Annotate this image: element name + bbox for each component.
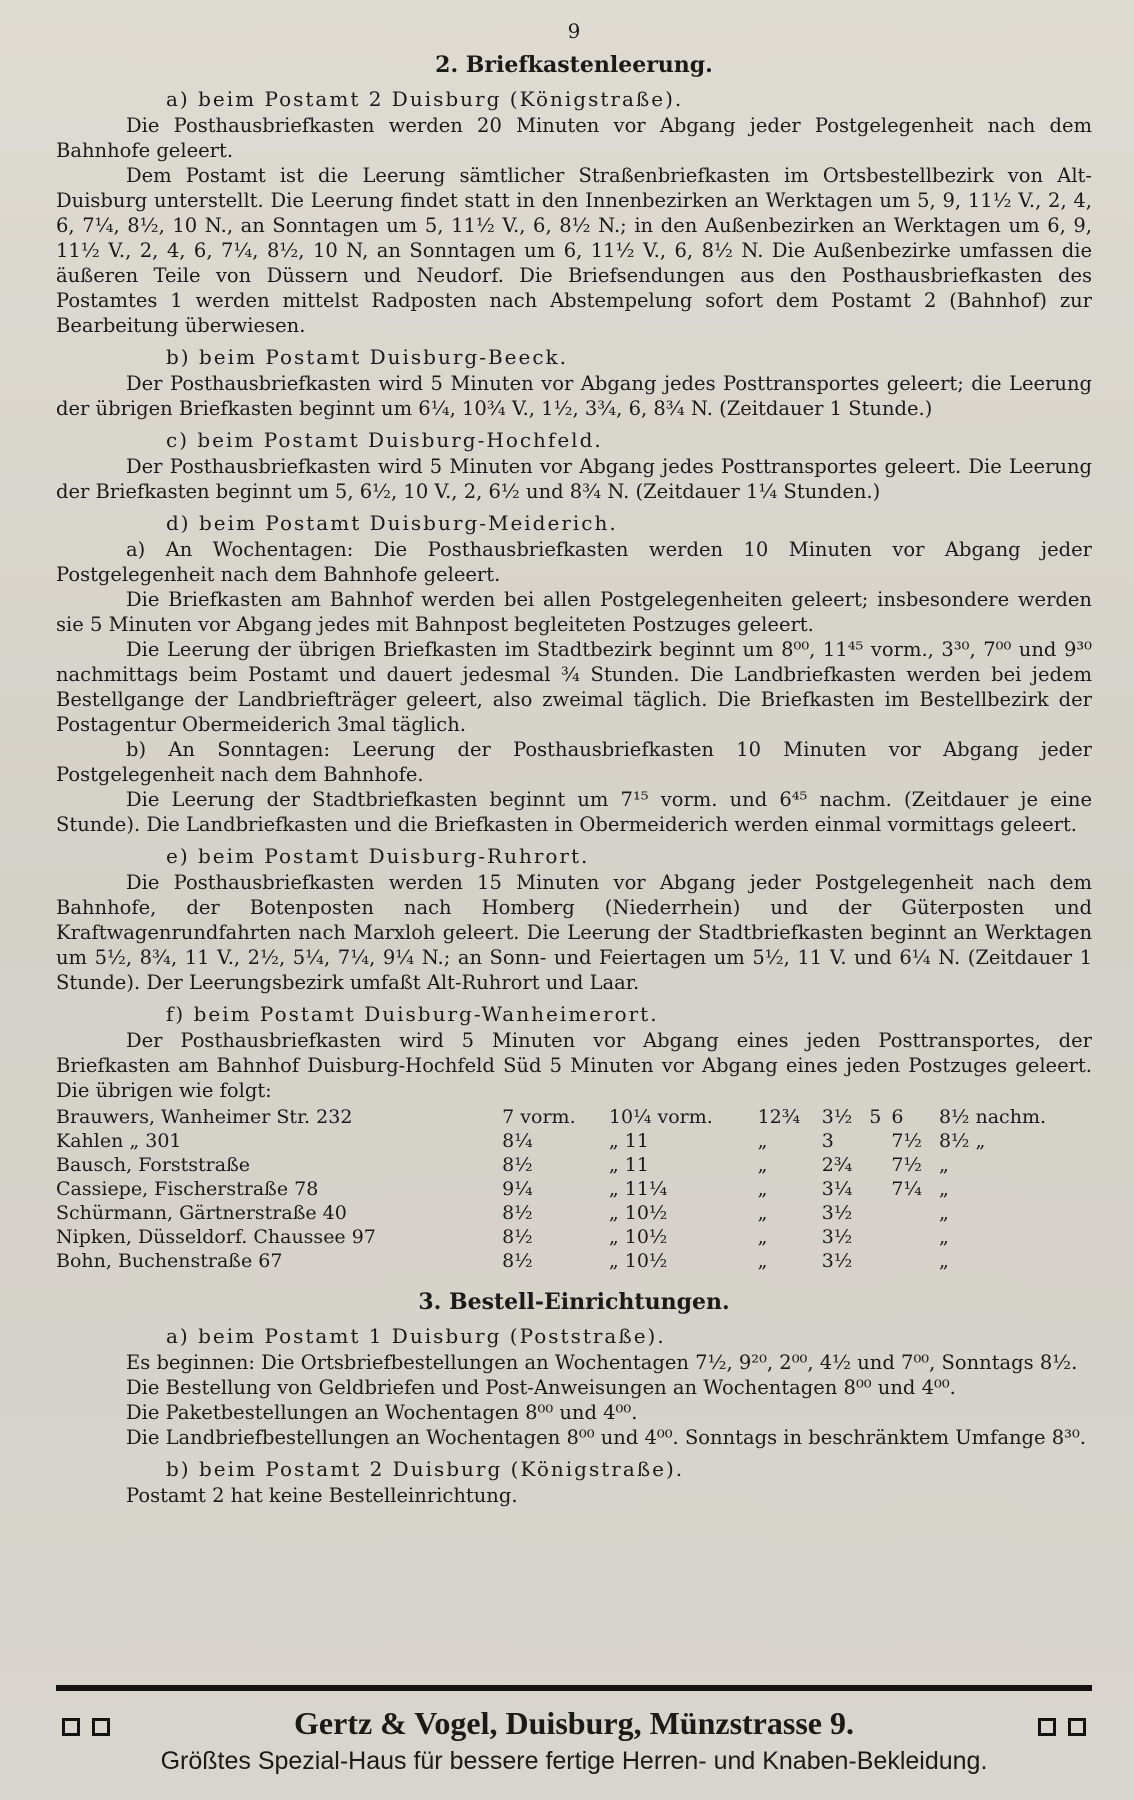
table-row bbox=[56, 1249, 1092, 1273]
schedule-cell: 8½ „ bbox=[938, 1130, 986, 1152]
schedule-cell: Kahlen „ 301 bbox=[56, 1130, 182, 1152]
schedule-cell bbox=[891, 1225, 939, 1249]
schedule-cell: „ bbox=[757, 1154, 768, 1176]
table-row bbox=[56, 1201, 1092, 1225]
divider bbox=[56, 1685, 1092, 1691]
schedule-cell: 7½ bbox=[891, 1154, 922, 1176]
schedule-cell bbox=[891, 1201, 939, 1225]
section-2e-paragraph-1: Die Posthausbriefkasten werden 15 Minuten vor Abgang jeder Postgelegenheit nach dem Bahnhofe, der Botenposten nach Homberg (Niederrhein) und der Güterposten und Kraftwagenrundfahrten nach Marxloh geleert. Die Leerung der Stadtbriefkasten beginnt an Werktagen um 5½, 8¾, 11 V., 2½, 5¼, 7¼, 9¼ N.; an Sonn- und Feiertagen um 5½, 11 V. und 6¼ N. (Zeitdauer 1 Stunde). Der Leerungsbezirk umfaßt Alt-Ruhrort und Laar. bbox=[56, 871, 1092, 994]
schedule-cell: „ bbox=[938, 1250, 949, 1272]
section-2f-title: f) beim Postamt Duisburg-Wanheimerort. bbox=[166, 1002, 659, 1026]
schedule-cell: „ 11 bbox=[608, 1130, 649, 1152]
section-3a-paragraph-4: Die Landbriefbestellungen an Wochentagen 8⁰⁰ und 4⁰⁰. Sonntags in beschränktem Umfange 8³⁰. bbox=[126, 1426, 1086, 1449]
schedule-cell bbox=[869, 1225, 891, 1249]
schedule-cell: 3½ bbox=[821, 1202, 853, 1224]
schedule-cell: 3¼ bbox=[821, 1178, 853, 1200]
schedule-cell: „ bbox=[757, 1202, 768, 1224]
square-ornament-icon bbox=[56, 1701, 116, 1745]
section-2d-paragraph-2: Die Briefkasten am Bahnhof werden bei allen Postgelegenheiten geleert; insbesondere werden sie 5 Minuten vor Abgang jedes mit Bahnpost begleiteten Postzuges geleert. bbox=[56, 588, 1092, 636]
schedule-cell bbox=[869, 1249, 891, 1273]
advertisement bbox=[56, 1685, 1092, 1777]
schedule-cell: „ bbox=[938, 1226, 949, 1248]
section-2b-paragraph-1: Der Posthausbriefkasten wird 5 Minuten vor Abgang jedes Posttransportes geleert; die Leerung der übrigen Briefkasten beginnt um 6¼, 10¾ V., 1½, 3¾, 6, 8¾ N. (Zeitdauer 1 Stunde.) bbox=[56, 372, 1092, 420]
schedule-cell: „ 11 bbox=[608, 1154, 649, 1176]
schedule-table bbox=[56, 1105, 1092, 1273]
schedule-cell: 2¾ bbox=[821, 1154, 853, 1176]
schedule-cell: Brauwers, Wanheimer Str. 232 bbox=[56, 1106, 353, 1128]
schedule-cell: „ bbox=[938, 1202, 949, 1224]
section-3a-title: a) beim Postamt 1 Duisburg (Poststraße). bbox=[166, 1324, 666, 1348]
section-2d-paragraph-4: b) An Sonntagen: Leerung der Posthausbriefkasten 10 Minuten vor Abgang jeder Postgelegenheit nach dem Bahnhofe. bbox=[56, 738, 1092, 786]
schedule-cell: 10¼ vorm. bbox=[608, 1106, 713, 1128]
schedule-cell: 7 vorm. bbox=[502, 1106, 576, 1128]
schedule-cell: Bohn, Buchenstraße 67 bbox=[56, 1250, 283, 1272]
schedule-cell: 3½ bbox=[821, 1250, 853, 1272]
section-3a-paragraph-3: Die Paketbestellungen an Wochentagen 8⁰⁰ und 4⁰⁰. bbox=[126, 1401, 638, 1424]
schedule-cell: Nipken, Düsseldorf. Chaussee 97 bbox=[56, 1226, 376, 1248]
schedule-cell: 7¼ bbox=[891, 1178, 922, 1200]
schedule-cell bbox=[869, 1129, 891, 1153]
section-2c-paragraph-1: Der Posthausbriefkasten wird 5 Minuten vor Abgang jedes Posttransportes geleert. Die Leerung der Briefkasten beginnt um 5, 6½, 10 V., 2, 6½ und 8¾ N. (Zeitdauer 1¼ Stunden.) bbox=[56, 455, 1092, 503]
table-row bbox=[56, 1153, 1092, 1177]
schedule-cell: 7½ bbox=[891, 1130, 922, 1152]
schedule-cell bbox=[869, 1153, 891, 1177]
table-row bbox=[56, 1105, 1092, 1129]
schedule-cell: „ bbox=[757, 1178, 768, 1200]
section-2a-paragraph-2: Dem Postamt ist die Leerung sämtlicher Straßenbriefkasten im Ortsbestellbezirk von Alt-Duisburg unterstellt. Die Leerung findet statt in den Innenbezirken an Werktagen um 5, 9, 11½ V., 2, 4, 6, 7¼, 8½, 10 N., an Sonntagen um 5, 11½ V., 6, 8½ N.; in den Außenbezirken an Werktagen um 6, 9, 11½ V., 2, 4, 6, 7¼, 8½, 10 N, an Sonntagen um 6, 11½ V., 6, 8½ N. Die Außenbezirke umfassen die äußeren Teile von Düssern und Neudorf. Die Briefsendungen aus den Posthausbriefkasten des Postamtes 1 werden mittelst Radposten nach Abstempelung sofort dem Postamt 2 (Bahnhof) zur Bearbeitung überwiesen. bbox=[56, 164, 1092, 337]
schedule-cell: 8½ bbox=[502, 1250, 533, 1272]
section-3a-paragraph-2: Die Bestellung von Geldbriefen und Post-Anweisungen an Wochentagen 8⁰⁰ und 4⁰⁰. bbox=[126, 1376, 956, 1399]
schedule-cell: „ 10½ bbox=[608, 1202, 668, 1224]
section-2d-paragraph-3: Die Leerung der übrigen Briefkasten im Stadtbezirk beginnt um 8⁰⁰, 11⁴⁵ vorm., 3³⁰, 7⁰⁰ und 9³⁰ nachmittags beim Postamt und dauert jedesmal ¾ Stunden. Die Landbriefkasten werden bei jedem Bestellgange der Landbriefträger geleert, also zweimal täglich. Die Briefkasten im Bestellbezirk der Postagentur Obermeiderich 3mal täglich. bbox=[56, 638, 1092, 736]
schedule-cell bbox=[891, 1249, 939, 1273]
section-3-title: 3. Bestell-Einrichtungen. bbox=[418, 1289, 730, 1315]
schedule-cell: 8½ nachm. bbox=[938, 1106, 1046, 1128]
schedule-cell: „ bbox=[938, 1154, 949, 1176]
schedule-cell: „ bbox=[938, 1178, 949, 1200]
schedule-cell: Cassiepe, Fischerstraße 78 bbox=[56, 1178, 319, 1200]
schedule-cell: 8½ bbox=[502, 1202, 533, 1224]
section-3b-title: b) beim Postamt 2 Duisburg (Königstraße). bbox=[166, 1457, 685, 1481]
schedule-cell: 8½ bbox=[502, 1154, 533, 1176]
section-3a-paragraph-1: Es beginnen: Die Ortsbriefbestellungen an Wochentagen 7½, 9²⁰, 2⁰⁰, 4½ und 7⁰⁰, Sonntags 8½. bbox=[126, 1351, 1078, 1374]
schedule-cell: „ 10½ bbox=[608, 1226, 668, 1248]
section-2e-title: e) beim Postamt Duisburg-Ruhrort. bbox=[166, 844, 590, 868]
schedule-cell bbox=[869, 1201, 891, 1225]
schedule-cell: 6 bbox=[891, 1106, 904, 1128]
schedule-cell: 12¾ bbox=[757, 1106, 801, 1128]
section-2a-title: a) beim Postamt 2 Duisburg (Königstraße). bbox=[166, 87, 684, 111]
table-row bbox=[56, 1225, 1092, 1249]
section-3b-paragraph-1: Postamt 2 hat keine Bestelleinrichtung. bbox=[126, 1484, 518, 1507]
schedule-cell: 8¼ bbox=[502, 1130, 533, 1152]
section-2a-paragraph-1: Die Posthausbriefkasten werden 20 Minuten vor Abgang jeder Postgelegenheit nach dem Bahnhofe geleert. bbox=[56, 114, 1092, 162]
schedule-cell: „ bbox=[757, 1250, 768, 1272]
schedule-cell: 8½ bbox=[502, 1226, 533, 1248]
schedule-cell: 5 bbox=[869, 1106, 882, 1128]
page-number: 9 bbox=[567, 19, 581, 43]
section-2-title: 2. Briefkastenleerung. bbox=[435, 52, 713, 78]
square-ornament-icon bbox=[1032, 1701, 1092, 1745]
schedule-cell: 9¼ bbox=[502, 1178, 533, 1200]
section-2c-title: c) beim Postamt Duisburg-Hochfeld. bbox=[166, 428, 603, 452]
section-2d-paragraph-1: a) An Wochentagen: Die Posthausbriefkasten werden 10 Minuten vor Abgang jeder Postgelegenheit nach dem Bahnhofe geleert. bbox=[56, 538, 1092, 586]
schedule-cell: „ bbox=[757, 1226, 768, 1248]
section-2d-paragraph-5: Die Leerung der Stadtbriefkasten beginnt um 7¹⁵ vorm. und 6⁴⁵ nachm. (Zeitdauer je eine Stunde). Die Landbriefkasten und die Briefkasten in Obermeiderich werden einmal vormittags geleert. bbox=[56, 788, 1092, 836]
schedule-cell: „ 11¼ bbox=[608, 1178, 668, 1200]
schedule-cell: „ bbox=[757, 1130, 768, 1152]
section-2b-title: b) beim Postamt Duisburg-Beeck. bbox=[166, 345, 569, 369]
section-2f-paragraph-1: Der Posthausbriefkasten wird 5 Minuten vor Abgang eines jeden Posttransportes, der Briefkasten am Bahnhof Duisburg-Hochfeld Süd 5 Minuten vor Abgang eines jeden Postzuges geleert. Die übrigen wie folgt: bbox=[56, 1029, 1092, 1102]
schedule-cell bbox=[869, 1177, 891, 1201]
advert-headline: Gertz & Vogel, Duisburg, Münzstrasse 9. bbox=[294, 1705, 854, 1741]
schedule-cell: Schürmann, Gärtnerstraße 40 bbox=[56, 1202, 347, 1224]
table-row bbox=[56, 1129, 1092, 1153]
advert-headline-row bbox=[56, 1701, 1092, 1745]
schedule-cell: 3 bbox=[821, 1130, 834, 1152]
schedule-cell: 3½ bbox=[821, 1226, 853, 1248]
advert-tagline: Größtes Spezial-Haus für bessere fertige Herren- und Knaben-Bekleidung. bbox=[160, 1747, 988, 1775]
schedule-cell: Bausch, Forststraße bbox=[56, 1154, 251, 1176]
schedule-cell: „ 10½ bbox=[608, 1250, 668, 1272]
table-row bbox=[56, 1177, 1092, 1201]
section-2d-title: d) beim Postamt Duisburg-Meiderich. bbox=[166, 511, 618, 535]
schedule-cell: 3½ bbox=[821, 1106, 853, 1128]
